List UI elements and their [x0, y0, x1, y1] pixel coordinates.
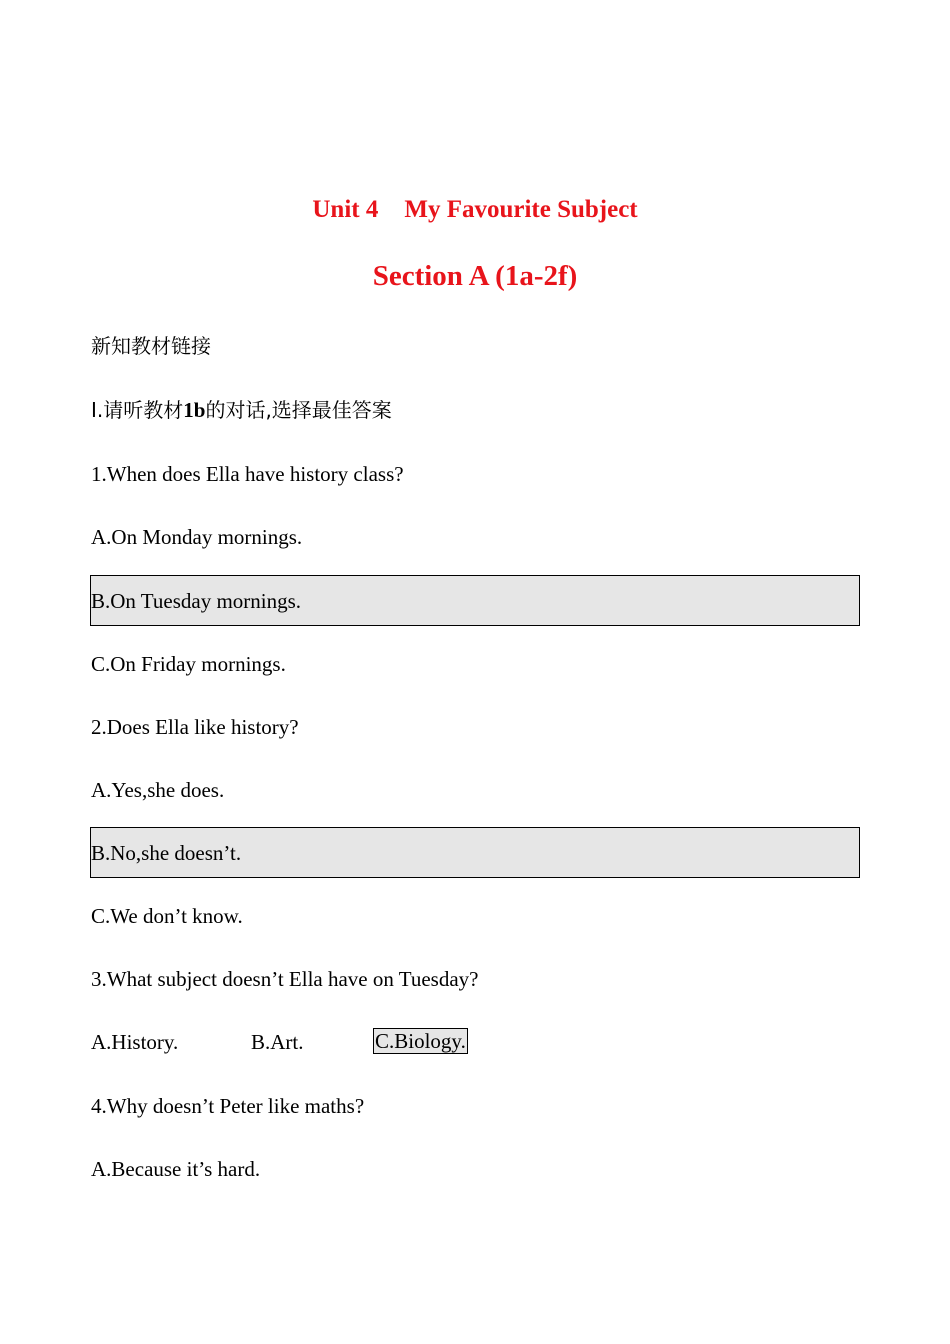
question-1: 1.When does Ella have history class? — [91, 462, 404, 486]
q1-option-b-highlight[interactable] — [90, 575, 860, 626]
q4-option-a[interactable]: A.Because it’s hard. — [91, 1157, 261, 1181]
question-2: 2.Does Ella like history? — [91, 715, 299, 739]
unit-number: Unit 4 — [312, 196, 379, 223]
instruction-pre: .请听教材 — [96, 398, 184, 422]
exercise-numeral: Ⅰ — [91, 398, 97, 422]
q1-option-a[interactable]: A.On Monday mornings. — [91, 525, 303, 549]
instruction-bold: 1b — [183, 398, 206, 422]
q2-option-b-highlight[interactable] — [90, 827, 860, 878]
link-heading: 新知教材链接 — [91, 334, 211, 358]
q2-option-b: B.No,she doesn’t. — [91, 841, 242, 865]
q1-option-c[interactable]: C.On Friday mornings. — [91, 652, 286, 676]
question-4: 4.Why doesn’t Peter like maths? — [91, 1094, 365, 1118]
q3-option-c[interactable]: C.Biology. — [375, 1029, 466, 1053]
q3-option-a[interactable]: A.History. — [91, 1030, 179, 1054]
question-3: 3.What subject doesn’t Ella have on Tuesday? — [91, 967, 479, 991]
q2-option-a[interactable]: A.Yes,she does. — [91, 778, 225, 802]
q2-option-c[interactable]: C.We don’t know. — [91, 904, 243, 928]
q3-option-b[interactable]: B.Art. — [251, 1030, 304, 1054]
instruction-post: 的对话,选择最佳答案 — [205, 398, 392, 422]
q1-option-b: B.On Tuesday mornings. — [91, 589, 302, 613]
section-title: Section A (1a-2f) — [372, 260, 578, 292]
exercise-instruction — [91, 396, 392, 424]
unit-title — [0, 196, 950, 224]
unit-name: My Favourite Subject — [404, 196, 638, 223]
